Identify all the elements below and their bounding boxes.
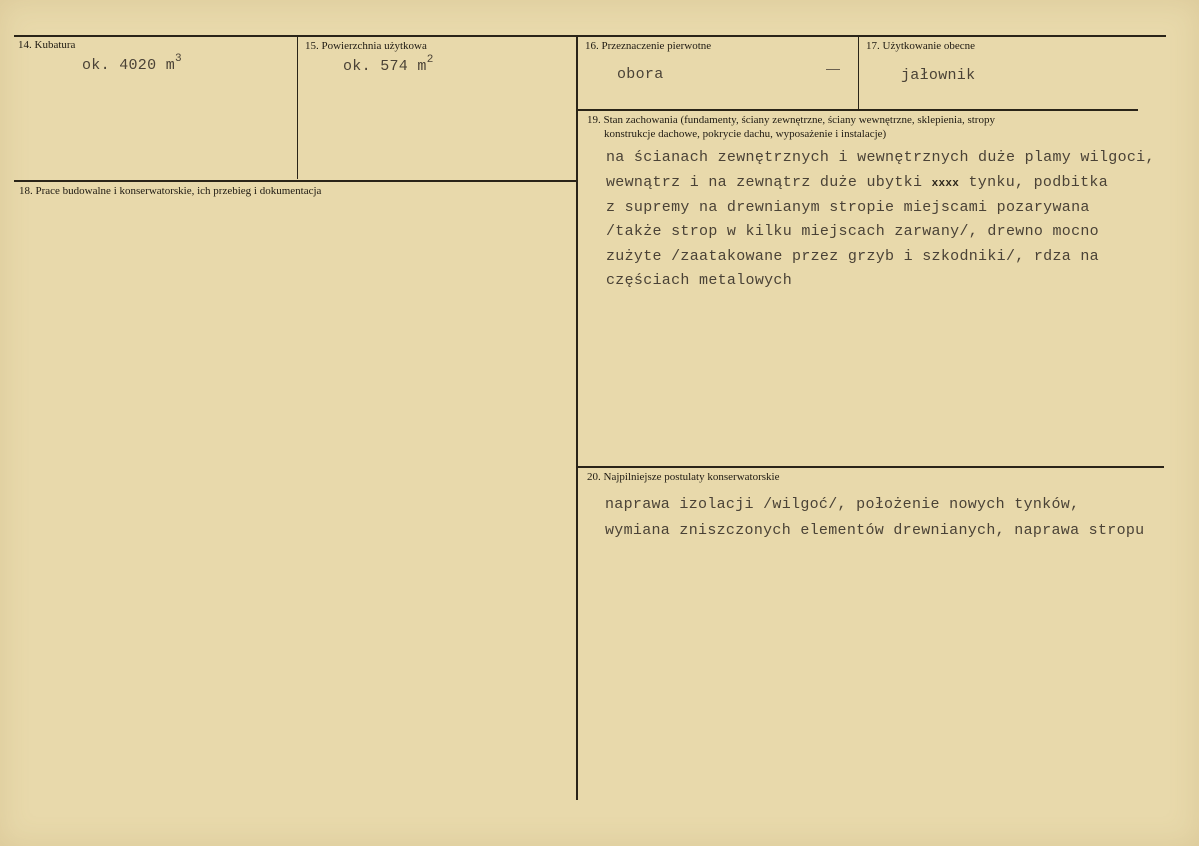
field-19-line-4: /także strop w kilku miejscach zarwany/, drewno mocno (606, 223, 1099, 240)
field-14-value: ok. 4020 $m^3$ (82, 53, 182, 74)
rule-under-19 (578, 466, 1164, 468)
field-19-line-5: zużyte /zaatakowane przez grzyb i szkodniki/, rdza na (606, 248, 1099, 265)
field-16-label: 16. Przeznaczenie pierwotne (585, 40, 712, 52)
field-19-label-line2: konstrukcje dachowe, pokrycie dachu, wyposażenie i instalacje) (604, 128, 887, 140)
divider-14-15 (297, 37, 298, 179)
rule-under-16-17 (578, 109, 1138, 111)
field-19-label-line1: 19. Stan zachowania (fundamenty, ściany zewnętrzne, ściany wewnętrzne, sklepienia, stropy (587, 114, 995, 126)
divider-16-17 (858, 37, 859, 110)
field-17-label: 17. Użytkowanie obecne (866, 40, 976, 52)
field-17-value: jałownik (901, 67, 976, 84)
field-16-value: obora (617, 66, 664, 83)
field-20-label: 20. Najpilniejsze postulaty konserwatorskie (587, 471, 780, 483)
field-15-label: 15. Powierzchnia użytkowa (305, 40, 427, 52)
dash-mark (826, 69, 840, 70)
top-rule (14, 35, 1166, 37)
divider-left-right (576, 37, 578, 800)
field-19-line-1: na ścianach zewnętrznych i wewnętrznych duże plamy wilgoci, (606, 149, 1155, 166)
field-19-line-6: częściach metalowych (606, 272, 793, 289)
field-19-line-3: z supremy na drewnianym stropie miejscami pozarywana (606, 199, 1090, 216)
field-20-line-2: wymiana zniszczonych elementów drewnianych, naprawa stropu (605, 522, 1145, 539)
field-20-line-1: naprawa izolacji /wilgoć/, położenie nowych tynków, (605, 496, 1080, 513)
field-15-value: ok. 574 $m^2$ (343, 54, 434, 75)
rule-under-14-15 (14, 180, 576, 182)
struck-out-text: xxxx (931, 178, 960, 190)
field-19-line-2: wewnątrz i na zewnątrz duże ubytki xxxx tynku, podbitka (606, 174, 1109, 191)
field-14-label: 14. Kubatura (18, 39, 76, 51)
field-18-label: 18. Prace budowalne i konserwatorskie, ich przebieg i dokumentacja (19, 185, 322, 197)
